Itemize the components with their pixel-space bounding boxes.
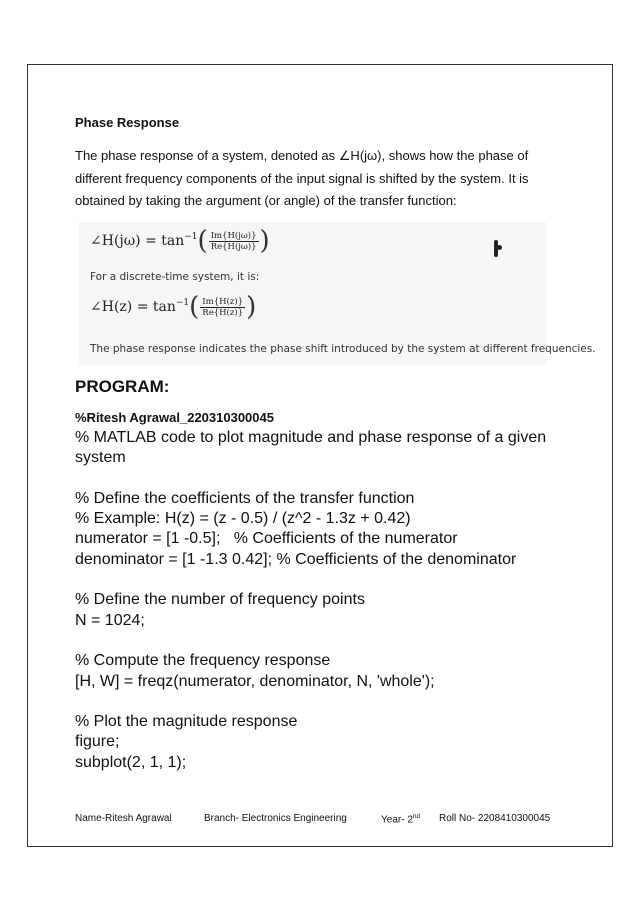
code-line <box>75 692 575 712</box>
program-title: PROGRAM: <box>75 377 170 396</box>
equation-fraction: $\frac{Im\{H(j\omega)\}}{Re\{H(j\omega)\}}$ <box>210 230 257 252</box>
paragraph-line: obtained by taking the argument (or angle) of the transfer function: <box>75 193 457 208</box>
code-line: % Plot the magnitude response <box>75 713 298 731</box>
phase-shift-note: The phase response indicates the phase shift introduced by the system at different frequencies. <box>90 343 596 355</box>
code-line <box>75 469 575 489</box>
code-line <box>75 631 575 651</box>
code-line: figure; <box>75 733 120 751</box>
footer-branch: Branch- Electronics Engineering <box>204 813 347 824</box>
footer-roll-number: Roll No- 2208410300045 <box>439 813 551 824</box>
code-line: N = 1024; <box>75 611 145 629</box>
code-line: [H, W] = freqz(numerator, denominator, N, 'whole'); <box>75 672 435 690</box>
code-line: denominator = [1 -1.3 0.42]; % Coefficients of the denominator <box>75 550 517 568</box>
code-listing <box>75 428 575 773</box>
code-line: % MATLAB code to plot magnitude and phase response of a given <box>75 429 547 446</box>
footer-name: Name-Ritesh Agrawal <box>75 813 172 824</box>
discrete-phase-equation: ∠H(z) = tan −1 ( $\frac{Im\{H(z)\}}{Re\{H(z)\}}$ ) <box>90 292 257 322</box>
equation-fraction: $\frac{Im\{H(z)\}}{Re\{H(z)\}}$ <box>202 296 244 318</box>
section-heading: Phase Response <box>75 115 180 130</box>
code-line: % Compute the frequency response <box>75 652 331 670</box>
code-line: % Define the coefficients of the transfer function <box>75 489 415 507</box>
code-line: % Example: H(z) = (z - 0.5) / (z^2 - 1.3z + 0.42) <box>75 510 411 528</box>
code-line: numerator = [1 -0.5]; % Coefficients of the numerator <box>75 530 458 548</box>
paragraph-line: The phase response of a system, denoted as ∠H(jω), shows how the phase of <box>75 148 529 163</box>
code-line: system <box>75 449 126 467</box>
footer-year: Year- 2nd <box>381 813 421 826</box>
discrete-time-intro: For a discrete-time system, it is: <box>90 271 260 283</box>
paragraph-line: different frequency components of the input signal is shifted by the system. It is <box>75 170 529 186</box>
continuous-phase-equation: ∠H(jω) = tan −1 ( $\frac{Im\{H(j\omega)\}}{Re\{H(j\omega)\}}$ ) <box>90 226 270 256</box>
author-comment: %Ritesh Agrawal_220310300045 <box>75 410 274 425</box>
code-line <box>75 570 575 590</box>
cursor-icon <box>494 240 498 257</box>
code-line: % Define the number of frequency points <box>75 591 365 609</box>
equation-image <box>79 222 596 365</box>
code-line: subplot(2, 1, 1); <box>75 753 187 771</box>
description-paragraph <box>75 145 565 213</box>
